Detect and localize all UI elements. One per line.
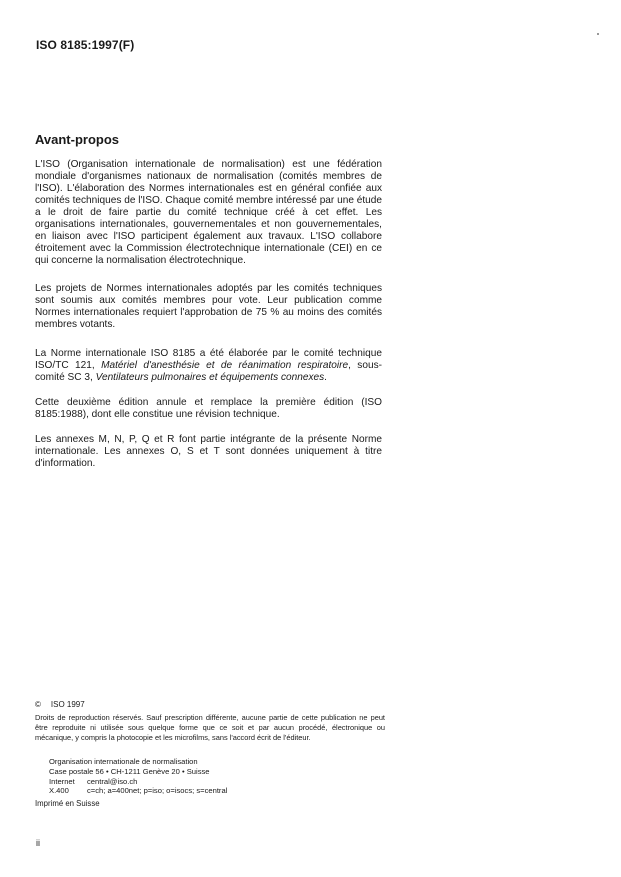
org-postal-address: Case postale 56 • CH-1211 Genève 20 • Suisse [49, 766, 210, 776]
p3-text-a: La Norme internationale ISO 8185 a été élaborée par le comité technique ISO/TC 121, [35, 348, 382, 371]
paragraph-annexes: Les annexes M, N, P, Q et R font partie intégrante de la présente Norme internationale. Les annexes O, S et T sont données uniquement à titre d'information. [35, 434, 382, 469]
printed-in: Imprimé en Suisse [35, 799, 100, 808]
p3-text-c: , sous-comité SC 3, [35, 360, 382, 383]
p3-subcommittee-title: Ventilateurs pulmonaires et équipements connexes [95, 372, 325, 383]
internet-row [49, 777, 227, 787]
paragraph-iso-intro: L'ISO (Organisation internationale de normalisation) est une fédération mondiale d'organismes nationaux de normalisation (comités membres de l'ISO). L'élaboration des Normes internationales est en général confiée aux comités techniques de l'ISO. Chaque comité membre intéressé par une étude a le droit de faire partie du comité technique créé à cet effet. Les organisations internationales, gouvernementales et non gouvernementales, en liaison avec l'ISO participent également aux travaux. L'ISO collabore étroitement avec la Commission électrotechnique internationale (CEI) en ce qui concerne la normalisation électrotechnique. [35, 159, 382, 266]
internet-label: Internet [49, 776, 75, 786]
copyright-text: ISO 1997 [50, 700, 85, 709]
internet-email: central@iso.ch [87, 776, 138, 786]
copyright-line [35, 700, 85, 709]
section-title: Avant-propos [35, 132, 120, 147]
rights-notice: Droits de reproduction réservés. Sauf prescription différente, aucune partie de cette publication ne peut être reproduite ni utilisée sous quelque forme que ce soit et par aucun procédé, électronique ou mécanique, y compris la photocopie et les microfilms, sans l'accord écrit de l'éditeur. [35, 713, 385, 742]
org-name: Organisation internationale de normalisation [49, 757, 198, 766]
publisher-address [49, 757, 227, 796]
copyright-symbol: © [35, 700, 41, 709]
x400-row [49, 786, 227, 796]
document-id: ISO 8185:1997(F) [36, 38, 135, 52]
page-number: ii [36, 838, 40, 848]
x400-label: X.400 [49, 786, 69, 796]
p3-committee-title: Matériel d'anesthésie et de réanimation respiratoire [101, 360, 349, 371]
paragraph-edition: Cette deuxième édition annule et remplace la première édition (ISO 8185:1988), dont elle constitue une révision technique. [35, 397, 382, 420]
paragraph-draft-voting: Les projets de Normes internationales adoptés par les comités techniques sont soumis aux comités membres pour vote. Leur publication comme Normes internationales requiert l'approbation de 75 % au moins des comités membres votants. [35, 283, 382, 330]
p3-text-e: . [324, 372, 327, 383]
paragraph-committee [35, 348, 382, 384]
scan-speck [597, 33, 599, 35]
x400-address: c=ch; a=400net; p=iso; o=isocs; s=central [87, 786, 228, 796]
